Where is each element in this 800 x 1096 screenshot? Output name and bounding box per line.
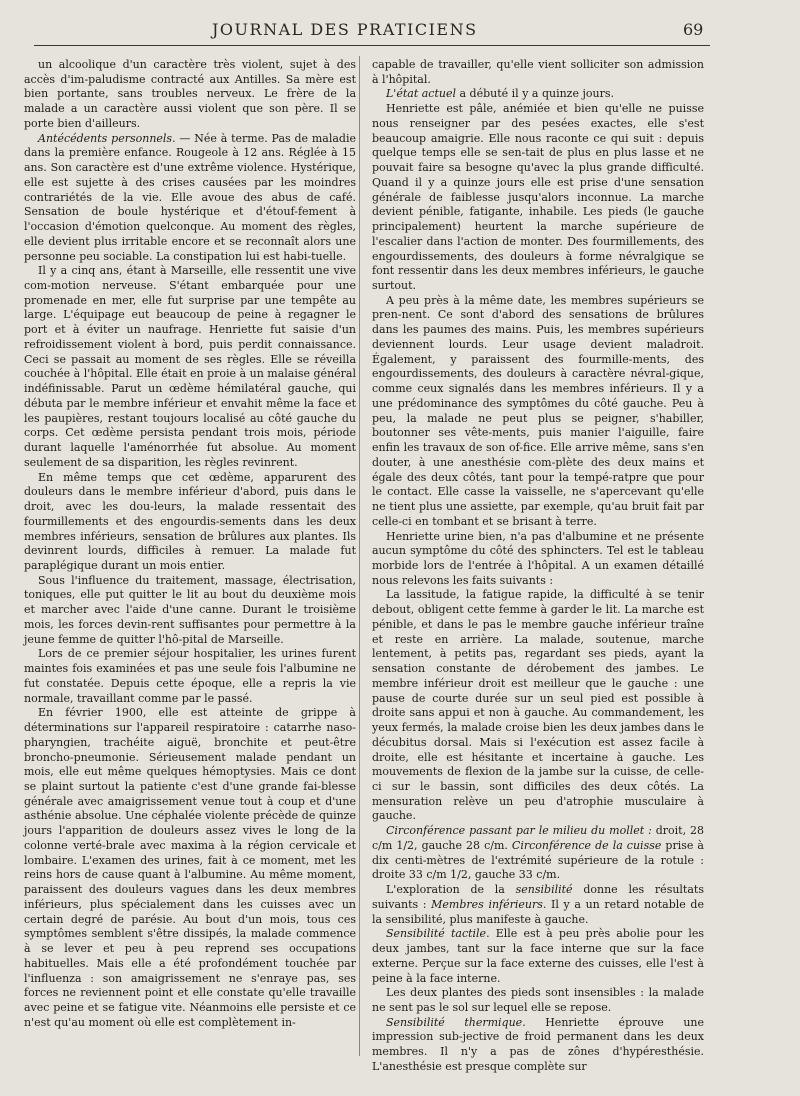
text-segment: L'exploration de la (386, 883, 516, 897)
paragraph (372, 87, 704, 102)
italic-text: L'état actuel (386, 87, 456, 101)
italic-text: Membres inférieurs (431, 897, 543, 911)
italic-text: Circonférence passant par le milieu du mollet : (386, 824, 652, 838)
text-segment: . Elle est à peu près abolie pour les deux jambes, tant sur la face interne que sur la face externe. Perçue sur la face externe des cuisses, elle l'est à peine à la face interne. (372, 927, 705, 985)
paragraph (372, 530, 704, 589)
text-segment: A peu près à la même date, les membres supérieurs se pren-nent. Ce sont d'abord des sensations de brûlures dans les paumes des mains. Puis, les membres supérieurs deviennent lourds. Leur usage devient maladroit. Également, y paraissent des fourmille-ments, des engourdissements, des douleurs à caractère névral-gique, comme ceux signalés dans les membres inférieurs. Il y a une prédominance des symptômes du côté gauche. Peu à peu, la malade ne peut plus se peigner, s'habiller, boutonner ses vête-ments, puis manier l'aiguille, faire enfin les travaux de son of-fice. Elle arrive même, sans s'en douter, à une anesthésie com-plète des deux mains et égale des deux côtés, tant pour la tempé-ratpre que pour le contact. Elle casse la vaisselle, ne s'apercevant qu'elle ne tient plus une assiette, par exemple, qu'au bruit fait par celle-ci en tombant et se brisant à terre. (372, 293, 704, 528)
paragraph (372, 927, 704, 986)
text-segment: capable de travailler, qu'elle vient solliciter son admission à l'hôpital. (372, 58, 704, 86)
paragraph (24, 58, 356, 132)
text-segment: a débuté il y a quinze jours. (456, 87, 615, 101)
text-segment: . Il y a un retard notable de la sensibilité, plus manifeste à gauche. (372, 897, 704, 926)
header-rule (34, 45, 710, 46)
paragraph (372, 824, 704, 883)
text-segment: prise à dix centi-mètres de l'extrémité supérieure de la rotule : droite 33 c/m 1/2, gauche 33 c/m. (372, 838, 704, 882)
italic-text: sensibilité (515, 883, 573, 897)
right-column (372, 58, 704, 1075)
paragraph (372, 986, 704, 1015)
paragraph (24, 647, 356, 706)
paragraph (24, 706, 356, 1030)
paragraph (372, 294, 704, 530)
text-segment: Lors de ce premier séjour hospitalier, les urines furent maintes fois examinées et pas une seule fois l'albumine ne fut constatée. Depuis cette époque, elle a repris la vie normale, travaillant comme par le passé. (24, 647, 356, 705)
paragraph (372, 58, 704, 87)
text-segment: un alcoolique d'un caractère très violent, sujet à des accès d'im-paludisme contracté aux Antilles. Sa mère est bien portante, sans troubles nerveux. Le frère de la malade a un caractère aussi violent que son père. Il se porte bien d'ailleurs. (24, 58, 356, 130)
text-segment: Sous l'influence du traitement, massage, électrisation, toniques, elle put quitter le lit au bout du deuxième mois et marcher avec l'aide d'une canne. Durant le troisième mois, les forces devin-rent suffisantes pour permettre à la jeune femme de quitter l'hô-pital de Marseille. (24, 573, 356, 646)
paragraph (24, 574, 356, 648)
text-segment: En même temps que cet œdème, apparurent des douleurs dans le membre inférieur d'abord, puis dans le droit, avec les dou-leurs, la malade ressentait des fourmillements et des engourdis-sements dans les deux membres inférieurs, sensation de brûlures aux plantes. Ils devinrent lourds, difficiles à remuer. La malade fut paraplégique durant un mois entier. (24, 470, 356, 572)
paragraph (372, 1016, 704, 1075)
paragraph (24, 471, 356, 574)
text-segment: Henriette urine bien, n'a pas d'albumine et ne présente aucun symptôme du côté des sphincters. Tel est le tableau morbide lors de l'entrée à l'hôpital. A un examen détaillé nous relevons les faits suivants : (372, 529, 704, 587)
running-header (0, 0, 800, 46)
paragraph (372, 883, 704, 927)
text-segment: . Henriette éprouve une impression sub-jective de froid permanent dans les deux membres. Il n'y a pas de zônes d'hypéresthésie. L'anesthésie est presque complète sur (372, 1015, 704, 1073)
italic-text: Antécédents personnels (38, 131, 173, 145)
text-segment: Henriette est pâle, anémiée et bien qu'elle ne puisse nous renseigner par des pesées exactes, elle s'est beaucoup amaigrie. Elle nous raconte ce qui suit : depuis quelque temps elle se sen-tait de plus en plus lasse et ne pouvait faire sa besogne qu'avec la plus grande difficulté. Quand il y a quinze jours elle est prise d'une sensation générale de faiblesse jusqu'alors inconnue. La marche devient pénible, fatigante, inhabile. Les pieds (le gauche principalement) heurtent la marche supérieure de l'escalier dans l'action de monter. Des fourmillements, des engourdissements, des douleurs à forme névralgique se font ressentir dans les deux membres inférieurs, le gauche surtout. (372, 102, 704, 293)
text-segment: donne les résultats suivants : (372, 883, 704, 911)
text-segment: Il y a cinq ans, étant à Marseille, elle ressentit une vive com-motion nerveuse. S'étant embarquée pour une promenade en mer, elle fut surprise par une tempête au large. L'équipage eut beaucoup de peine à regagner le port et à éviter un naufrage. Henriette fut saisie d'un refroidissement violent à bord, puis perdit connaissance. Ceci se passait au moment de ses règles. Elle se réveilla couchée à l'hôpital. Elle était en proie à un malaise général indéfinissable. Parut un œdème hémilatéral gauche, qui débuta par le membre inférieur et envahit même la face et les paupières, restant toujours localisé au côté gauche du corps. Cet œdème persista pendant trois mois, période durant laquelle l'aménorrhée fut absolue. Au moment seulement de sa disparition, les règles revinrent. (24, 264, 356, 469)
text-segment: Les deux plantes des pieds sont insensibles : la malade ne sent pas le sol sur lequel elle se repose. (372, 986, 704, 1014)
left-column (24, 58, 356, 1030)
paragraph (372, 102, 704, 294)
italic-text: Circonférence de la cuisse (511, 838, 662, 852)
italic-text: Sensibilité tactile (386, 927, 487, 941)
text-segment: La lassitude, la fatigue rapide, la difficulté à se tenir debout, obligent cette femme à garder le lit. La marche est pénible, et dans le pas le membre gauche inférieur traîne et reste en arrière. La malade, soutenue, marche lentement, à petits pas, regardant ses pieds, ayant la sensation constante de dérobement des jambes. Le membre inférieur droit est meilleur que le gauche : une pause de courte durée sur un seul pied est possible à droite sans appui et non à gauche. Au commandement, les yeux fermés, la malade croise bien les deux jambes dans le décubitus dorsal. Mais si l'exécution est assez facile à droite, elle est hésitante et incertaine à gauche. Les mouvements de flexion de la jambe sur la cuisse, de celle-ci sur le bassin, sont difficiles des deux côtés. La mensuration relève un peu d'atrophie musculaire à gauche. (372, 588, 704, 823)
page-number: 69 (683, 20, 704, 39)
paragraph (372, 588, 704, 824)
paragraph (24, 264, 356, 470)
column-divider (359, 56, 360, 1056)
paragraph (24, 132, 356, 265)
journal-title: JOURNAL DES PRATICIENS (212, 20, 478, 39)
text-segment: En février 1900, elle est atteinte de grippe à déterminations sur l'appareil respiratoire : catarrhe naso-pharyngien, trachéite aiguë, bronchite et peut-être broncho-pneumonie. Sérieusement malade pendant un mois, elle eut même quelques hémoptysies. Mais ce dont se plaint surtout la patiente c'est d'une grande fai-blesse générale avec amaigrissement venue tout à coup et d'une asthénie absolue. Une céphalée violente précède de quinze jours l'apparition de douleurs assez vives le long de la colonne verté-brale avec maxima à la région cervicale et lombaire. L'examen des urines, fait à ce moment, met les reins hors de cause quant à l'albumine. Au même moment, paraissent des douleurs vagues dans les deux membres inférieurs, plus spécialement dans les cuisses avec un certain degré de parésie. Au bout d'un mois, tous ces symptômes semblent s'être dissipés, la malade commence à se lever et peu à peu reprend ses occupations habituelles. Mais elle a été profondément touchée par l'influenza : son amaigrissement ne s'enraye pas, ses forces ne reviennent point et elle constate qu'elle travaille avec peine et se fatigue vite. Néanmoins elle persiste et ce n'est qu'au moment où elle est complètement in- (24, 706, 356, 1029)
text-segment: droit, 28 c/m 1/2, gauche 28 c/m. (372, 824, 704, 852)
text-segment: . — Née à terme. Pas de maladie dans la première enfance. Rougeole à 12 ans. Réglée à 15 ans. Son caractère est d'une extrême violence. Hystérique, elle est sujette à des crises causées par les moindres contrariétés de la vie. Elle avoue des abus de café. Sensation de boule hystérique et d'étouf-fement à l'occasion d'émotion quelconque. Au moment des règles, elle devient plus irritable encore et se reconnaît alors une personne peu sociable. La constipation lui est habi-tuelle. (24, 131, 356, 263)
italic-text: Sensibilité thermique (386, 1015, 523, 1029)
